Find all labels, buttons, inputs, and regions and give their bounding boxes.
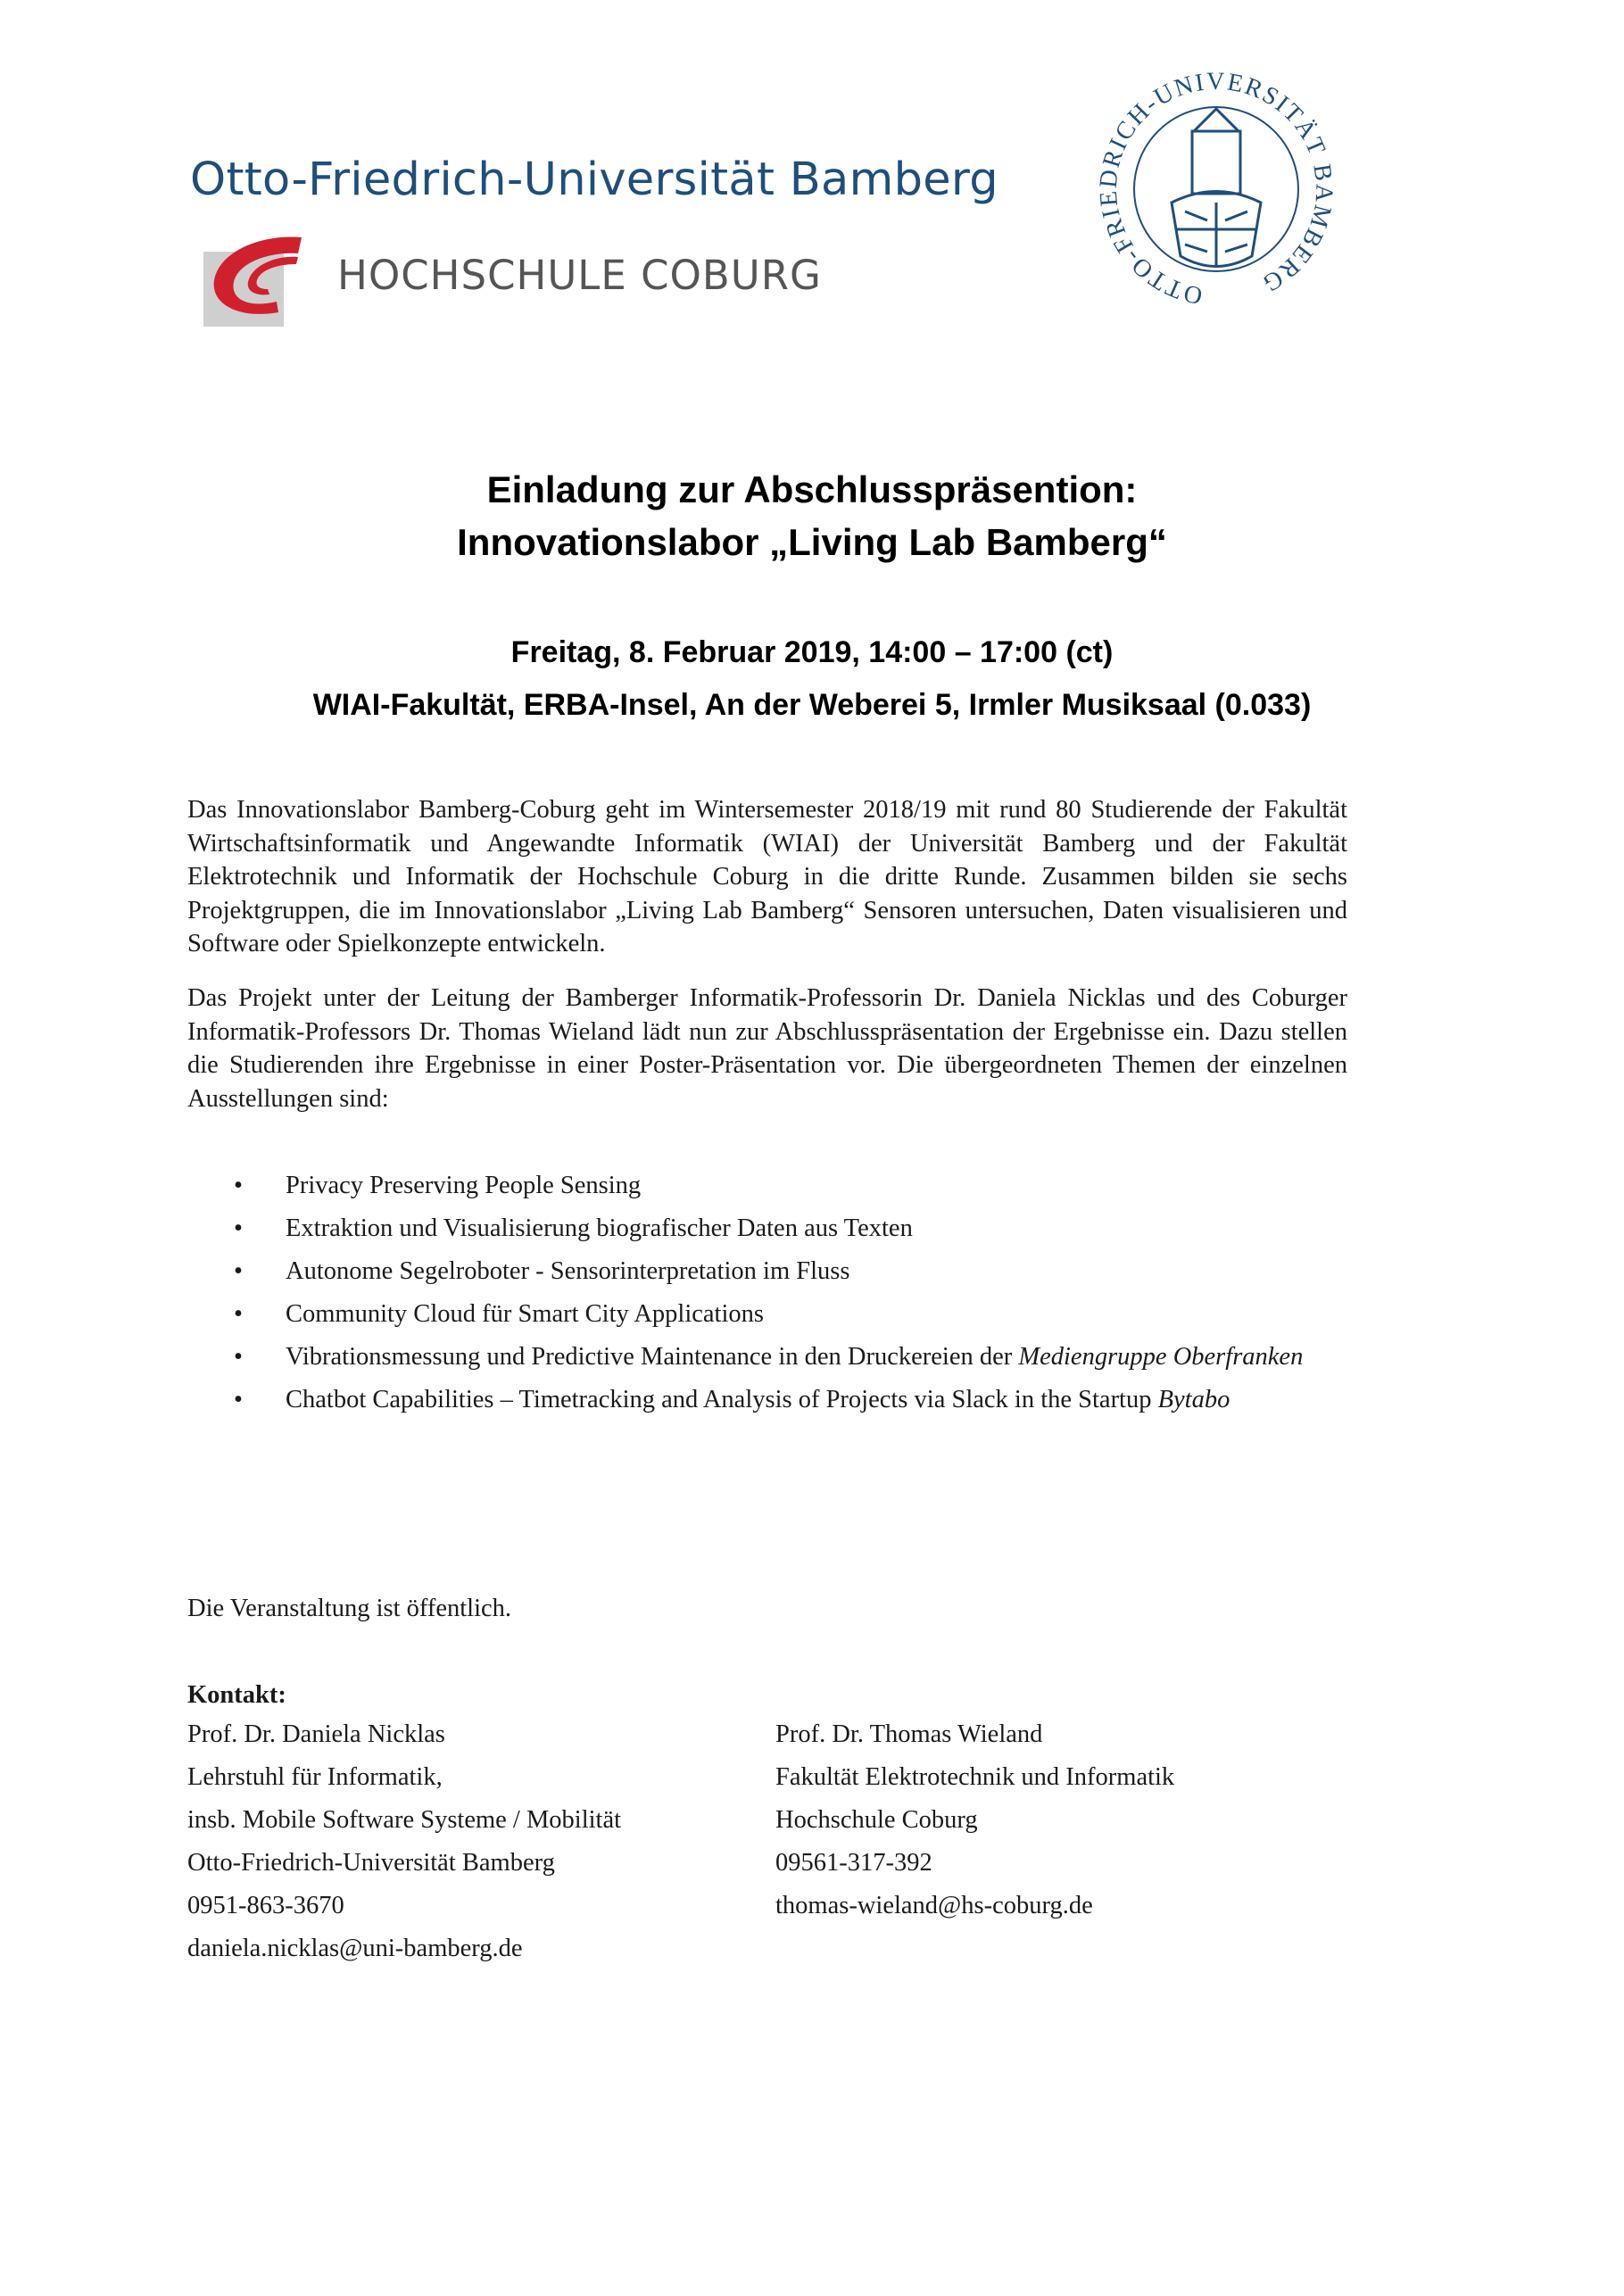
- topic-text: Community Cloud für Smart City Applications: [286, 1300, 764, 1328]
- topic-text: Vibrationsmessung und Predictive Maintenance in den Druckereien der: [286, 1343, 1019, 1371]
- list-item: [187, 1293, 1365, 1336]
- list-item: [187, 1207, 1365, 1250]
- contact-email-link[interactable]: thomas-wieland@hs-coburg.de: [775, 1892, 1093, 1919]
- bullet-icon: •: [234, 1214, 243, 1242]
- contact-department-detail: insb. Mobile Software Systeme / Mobilität: [187, 1806, 622, 1834]
- contact-phone: 0951-863-3670: [187, 1892, 344, 1919]
- list-item: [187, 1379, 1365, 1422]
- list-item: [187, 1336, 1365, 1379]
- topic-text: Privacy Preserving People Sensing: [286, 1172, 642, 1199]
- topic-italic: Mediengruppe Oberfranken: [1018, 1343, 1304, 1371]
- bullet-icon: •: [234, 1343, 243, 1371]
- intro-paragraph: Das Innovationslabor Bamberg-Coburg geht im Wintersemester 2018/19 mit rund 80 Studierende der Fakultät Wirtschaftsinformatik und Angewandte Informatik (WIAI) der Universität Bamberg und der Fakultät Elektrotechnik und Informatik der Hochschule Coburg in die dritte Runde. Zusammen bilden sie sechs Projektgruppen, die im Innovationslabor „Living Lab Bamberg“ Sensoren untersuchen, Daten visualisieren und Software oder Spielkonzepte entwickeln.: [187, 796, 1347, 957]
- contact-department: Fakultät Elektrotechnik und Informatik: [775, 1763, 1175, 1791]
- bullet-icon: •: [234, 1386, 243, 1413]
- topic-text: Autonome Segelroboter - Sensorinterpretation im Fluss: [286, 1257, 850, 1285]
- contact-right: [775, 1713, 1174, 1927]
- contact-name: Prof. Dr. Thomas Wieland: [775, 1720, 1043, 1748]
- seal-ring-text: OTTO-FRIEDRICH-UNIVERSITÄT BAMBERG: [1094, 67, 1338, 311]
- bullet-icon: •: [234, 1300, 243, 1328]
- bullet-icon: •: [234, 1172, 243, 1199]
- university-name: Otto-Friedrich-Universität Bamberg: [190, 153, 998, 206]
- hochschule-name: HOCHSCHULE COBURG: [337, 252, 822, 299]
- hochschule-coburg-logo-icon: [202, 234, 309, 332]
- topics-list: [187, 1165, 1365, 1422]
- contact-institution: Hochschule Coburg: [775, 1806, 978, 1834]
- list-item: [187, 1250, 1365, 1293]
- contact-left: [187, 1713, 621, 1970]
- public-note: Die Veranstaltung ist öffentlich.: [187, 1595, 512, 1622]
- project-paragraph: Das Projekt unter der Leitung der Bamberger Informatik-Professorin Dr. Daniela Nicklas und des Coburger Informatik-Professors Dr. Thomas Wieland lädt nun zur Abschlusspräsentation der Ergebnisse ein. Dazu stellen die Studierenden ihre Ergebnisse in einer Poster-Präsentation vor. Die übergeordneten Themen der einzelnen Ausstellungen sind:: [187, 984, 1347, 1113]
- list-item: [187, 1165, 1365, 1207]
- contact-heading: Kontakt:: [187, 1681, 286, 1709]
- topic-text: Extraktion und Visualisierung biografischer Daten aus Texten: [286, 1214, 913, 1242]
- event-location: WIAI-Fakultät, ERBA-Insel, An der Weberei 5, Irmler Musiksaal (0.033): [312, 688, 1312, 722]
- title-line-2: Innovationslabor „Living Lab Bamberg“: [457, 521, 1167, 563]
- topic-text: Chatbot Capabilities – Timetracking and Analysis of Projects via Slack in the Startup: [286, 1386, 1158, 1413]
- title-line-1: Einladung zur Abschlusspräsention:: [486, 468, 1138, 510]
- contact-department: Lehrstuhl für Informatik,: [187, 1763, 443, 1791]
- contact-phone: 09561-317-392: [775, 1849, 932, 1877]
- bullet-icon: •: [234, 1257, 243, 1285]
- contact-email-link[interactable]: daniela.nicklas@uni-bamberg.de: [187, 1935, 523, 1962]
- event-date-time: Freitag, 8. Februar 2019, 14:00 – 17:00 (ct): [510, 635, 1114, 669]
- contact-institution: Otto-Friedrich-Universität Bamberg: [187, 1849, 555, 1877]
- contact-name: Prof. Dr. Daniela Nicklas: [187, 1720, 445, 1748]
- topic-italic: Bytabo: [1157, 1386, 1230, 1413]
- university-seal-icon: [1069, 46, 1363, 323]
